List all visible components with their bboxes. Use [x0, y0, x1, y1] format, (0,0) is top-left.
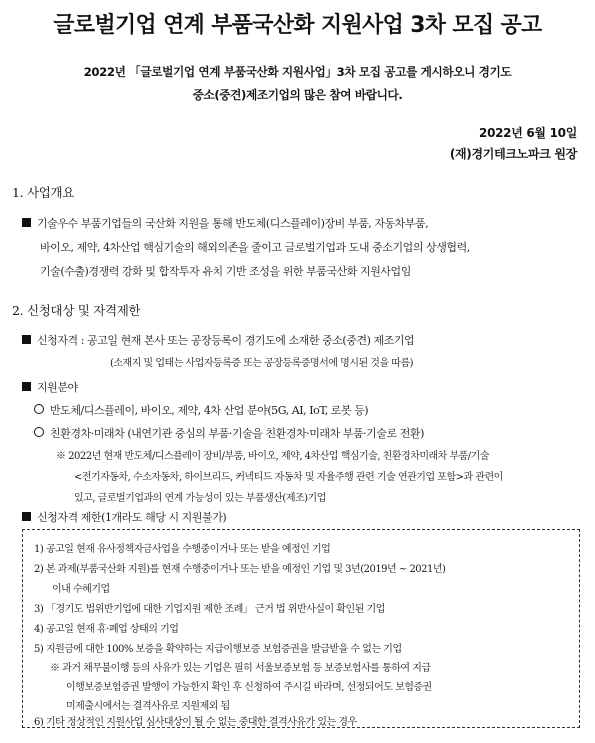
field-note-line: 있고, 글로벌기업과의 연계 가능성이 있는 부품생산(제조)기업 [74, 493, 326, 504]
section-1-line: 바이오, 제약, 4차산업 핵심기술의 해외의존을 줄이고 글로벌기업과 도내 중소기업의 상생협력, [40, 241, 470, 254]
restriction-item: 4) 공고일 현재 휴·폐업 상태의 기업 [34, 624, 179, 635]
section-1-heading: 1. 사업개요 [12, 185, 75, 200]
restriction-note: ※ 과거 채무불이행 등의 사유가 있는 기업은 필히 서울보증보험 등 보증보험사를 통하여 지급 [50, 663, 431, 674]
restriction-item: 이내 수혜기업 [52, 584, 110, 595]
section-2-heading: 2. 신청대상 및 자격제한 [12, 303, 141, 318]
restriction-item: 6) 기타 정상적인 지원사업 심사대상이 될 수 없는 중대한 결격사유가 있는 경우 [34, 717, 357, 728]
eligibility-note: (소재지 및 업태는 사업자등록증 또는 공장등록증명서에 명시된 것을 따름) [110, 358, 414, 369]
page-title: 글로벌기업 연계 부품국산화 지원사업 3차 모집 공고 [53, 13, 542, 38]
intro-line-2: 중소(중견)제조기업의 많은 참여 바랍니다. [192, 88, 403, 102]
eligibility-line: 신청자격 : 공고일 현재 본사 또는 공장등록이 경기도에 소재한 중소(중견) 제조기업 [22, 332, 414, 348]
field-heading: 지원분야 [22, 379, 78, 395]
field-note-line: ※ 2022년 현재 반도체/디스플레이 장비/부품, 바이오, 제약, 4차산업 핵심기술, 친환경차미래차 부품/기술 [56, 451, 490, 462]
restriction-item: 2) 본 과제(부품국산화 지원)를 현재 수행중이거나 또는 받을 예정인 기업 및 3년(2019년 ~ 2021년) [34, 564, 446, 575]
restriction-item: 1) 공고일 현재 유사정책자금사업을 수행중이거나 또는 받을 예정인 기업 [34, 544, 331, 555]
field-note-line: <전기자동차, 수소자동차, 하이브리드, 커넥티드 자동차 및 자율주행 관련 기술 연관기업 포함>과 관련이 [74, 472, 503, 483]
notice-date: 2022년 6월 10일 [479, 126, 577, 140]
restriction-item: 5) 지원금에 대한 100% 보증을 확약하는 지급이행보증 보험증권을 발급받을 수 없는 기업 [34, 644, 402, 655]
section-1-line: 기술(수출)경쟁력 강화 및 합작투자 유치 기반 조성을 위한 부품국산화 지원사업임 [40, 265, 411, 278]
restriction-note: 이행보증보험증권 발행이 가능한지 확인 후 신청하여 주시길 바라며, 선정되어도 보험증권 [66, 682, 432, 693]
square-bullet-icon [22, 218, 31, 227]
field-item: 친환경차·미래차 (내연기관 중심의 부품·기술을 친환경차·미래차 부품·기술로 전환) [34, 425, 424, 441]
field-item: 반도체/디스플레이, 바이오, 제약, 4차 산업 분야(5G, AI, IoT, 로봇 등) [34, 402, 368, 418]
square-bullet-icon [22, 512, 31, 521]
notice-issuer: (재)경기테크노파크 원장 [449, 147, 577, 161]
circle-bullet-icon [34, 427, 44, 437]
square-bullet-icon [22, 335, 31, 344]
restriction-item: 3) 「경기도 법위반기업에 대한 기업지원 제한 조례」 근거 법 위반사실이 확인된 기업 [34, 604, 385, 615]
restriction-note: 미제출시에서는 결격사유로 지원제외 됨 [66, 701, 230, 712]
intro-line-1: 2022년 「글로벌기업 연계 부품국산화 지원사업」3차 모집 공고를 게시하오니 경기도 [83, 65, 512, 79]
circle-bullet-icon [34, 404, 44, 414]
restriction-heading: 신청자격 제한(1개라도 해당 시 지원불가) [22, 509, 226, 525]
section-1-line: 기술우수 부품기업들의 국산화 지원을 통해 반도체(디스플레이)장비 부품, 자동차부품, [22, 215, 428, 231]
square-bullet-icon [22, 382, 31, 391]
